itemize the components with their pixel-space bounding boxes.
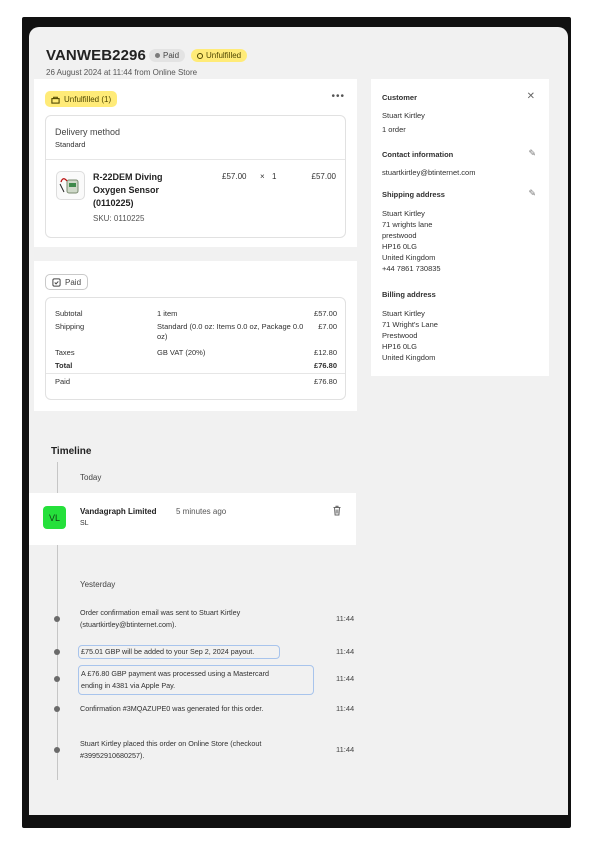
comment-time-ago: 5 minutes ago — [176, 507, 227, 516]
delete-trash-icon[interactable] — [332, 505, 342, 519]
event-text[interactable]: (stuartkirtley@btinternet.com). — [80, 620, 177, 629]
paid-pill-label: Paid — [65, 277, 82, 287]
taxes-amount: £12.80 — [314, 348, 337, 357]
paid-label: Paid — [55, 377, 71, 386]
product-name[interactable] — [93, 171, 163, 210]
total-amount: £76.80 — [314, 361, 337, 370]
taxes-desc[interactable]: GB VAT (20%) — [157, 348, 206, 357]
address-line: 71 wrights lane — [382, 220, 433, 229]
billing-address-heading: Billing address — [382, 290, 436, 299]
customer-email[interactable]: stuartkirtley@btinternet.com — [382, 168, 476, 177]
shipping-label: Shipping — [55, 322, 85, 331]
timeline-bullet — [54, 649, 60, 655]
address-line: United Kingdom — [382, 253, 436, 262]
payment-card — [34, 261, 357, 411]
timeline-bullet — [54, 616, 60, 622]
order-subtitle: 26 August 2024 at 11:44 from Online Store — [46, 68, 198, 77]
timeline-bullet — [54, 706, 60, 712]
edit-contact-pencil-icon[interactable]: ✎ — [528, 148, 536, 158]
timeline-bullet — [54, 747, 60, 753]
product-price: £57.00 — [222, 172, 247, 181]
unfulfilled-pill — [45, 91, 117, 107]
sensor-image-icon — [57, 172, 84, 199]
payment-status-badge — [149, 49, 185, 62]
event-text[interactable]: #39952910680257). — [80, 751, 145, 760]
timeline-day-today: Today — [80, 473, 102, 482]
shipping-address-heading: Shipping address — [382, 190, 445, 199]
event-time: 11:44 — [336, 614, 355, 623]
product-name-line: R-22DEM Diving — [93, 172, 163, 182]
taxes-label: Taxes — [55, 348, 75, 357]
customer-name[interactable]: Stuart Kirtley — [382, 111, 425, 120]
address-line: United Kingdom — [382, 353, 436, 362]
product-qty: 1 — [272, 172, 277, 181]
address-line: HP16 0LG — [382, 342, 418, 351]
subtotal-amount: £57.00 — [314, 309, 337, 318]
shipping-address — [382, 208, 532, 274]
address-line: 71 Wright's Lane — [382, 320, 438, 329]
address-line: +44 7861 730835 — [382, 264, 441, 273]
delivery-method-label: Delivery method — [55, 127, 121, 137]
edit-shipping-pencil-icon[interactable]: ✎ — [528, 188, 536, 198]
product-thumbnail[interactable] — [56, 171, 85, 200]
event-text: Order confirmation email was sent to Stuart Kirtley — [80, 608, 241, 617]
order-title: VANWEB2296 — [46, 47, 146, 64]
product-sku: SKU: 0110225 — [93, 214, 145, 223]
comment-text: SL — [80, 520, 89, 527]
total-label: Total — [55, 361, 73, 370]
address-line: HP16 0LG — [382, 242, 418, 251]
timeline-bullet — [54, 676, 60, 682]
timeline-comment — [29, 493, 356, 545]
event-time: 11:44 — [336, 674, 355, 683]
event-text: Stuart Kirtley placed this order on Online Store (checkout — [80, 739, 262, 748]
product-name-line: Oxygen Sensor — [93, 185, 160, 195]
event-text: A £76.80 GBP payment was processed using a Mastercard — [81, 669, 270, 678]
more-dots-icon[interactable]: ••• — [331, 91, 345, 102]
customer-orders[interactable]: 1 order — [382, 125, 406, 134]
address-line: prestwood — [382, 231, 417, 240]
timeline-event[interactable] — [78, 665, 314, 695]
address-line: Stuart Kirtley — [382, 209, 425, 218]
product-name-line: (0110225) — [93, 198, 134, 208]
avatar: VL — [43, 506, 66, 529]
order-page — [29, 27, 568, 815]
fulfillment-status-badge — [191, 49, 247, 62]
timeline-title: Timeline — [51, 446, 92, 457]
event-text: ending in 4381 via Apple Pay. — [81, 681, 176, 690]
package-icon — [51, 95, 60, 104]
receipt-check-icon — [52, 278, 61, 287]
delivery-method-value: Standard — [55, 140, 86, 149]
times-sign: × — [260, 172, 265, 181]
delivery-box — [45, 115, 346, 238]
address-line: Stuart Kirtley — [382, 309, 425, 318]
timeline-day-yesterday: Yesterday — [80, 580, 116, 589]
payment-status-label: Paid — [163, 51, 180, 60]
event-time: 11:44 — [336, 704, 355, 713]
billing-address — [382, 308, 532, 363]
subtotal-desc: 1 item — [157, 309, 178, 318]
customer-heading: Customer — [382, 93, 418, 102]
subtotal-label: Subtotal — [55, 309, 83, 318]
unfulfilled-pill-label: Unfulfilled (1) — [64, 94, 112, 104]
status-ring-icon — [197, 53, 203, 59]
event-text: £75.01 GBP will be added to your Sep 2, 2024 payout. — [81, 647, 255, 656]
divider — [46, 373, 345, 374]
timeline-event — [80, 607, 305, 631]
close-icon[interactable]: ✕ — [526, 91, 535, 102]
event-time: 11:44 — [336, 745, 355, 754]
address-line: Prestwood — [382, 331, 418, 340]
divider — [46, 159, 345, 160]
status-dot-icon — [155, 53, 160, 58]
shipping-desc: Standard (0.0 oz: Items 0.0 oz, Package 0.0 oz) — [157, 322, 304, 341]
comment-author: Vandagraph Limited — [80, 507, 157, 516]
event-text: Confirmation #3MQAZUPE0 was generated for this order. — [80, 704, 264, 713]
paid-pill — [45, 274, 88, 290]
timeline-event — [80, 703, 305, 715]
fulfillment-card — [34, 79, 357, 247]
customer-card — [371, 79, 549, 376]
event-time: 11:44 — [336, 647, 355, 656]
timeline-event[interactable] — [78, 645, 280, 659]
paid-amount: £76.80 — [314, 377, 337, 386]
timeline-event — [80, 738, 305, 762]
shipping-amount: £7.00 — [318, 322, 337, 331]
fulfillment-status-label: Unfulfilled — [206, 51, 242, 60]
contact-heading: Contact information — [382, 150, 454, 159]
product-line-total: £57.00 — [311, 172, 336, 181]
payment-summary — [45, 297, 346, 400]
